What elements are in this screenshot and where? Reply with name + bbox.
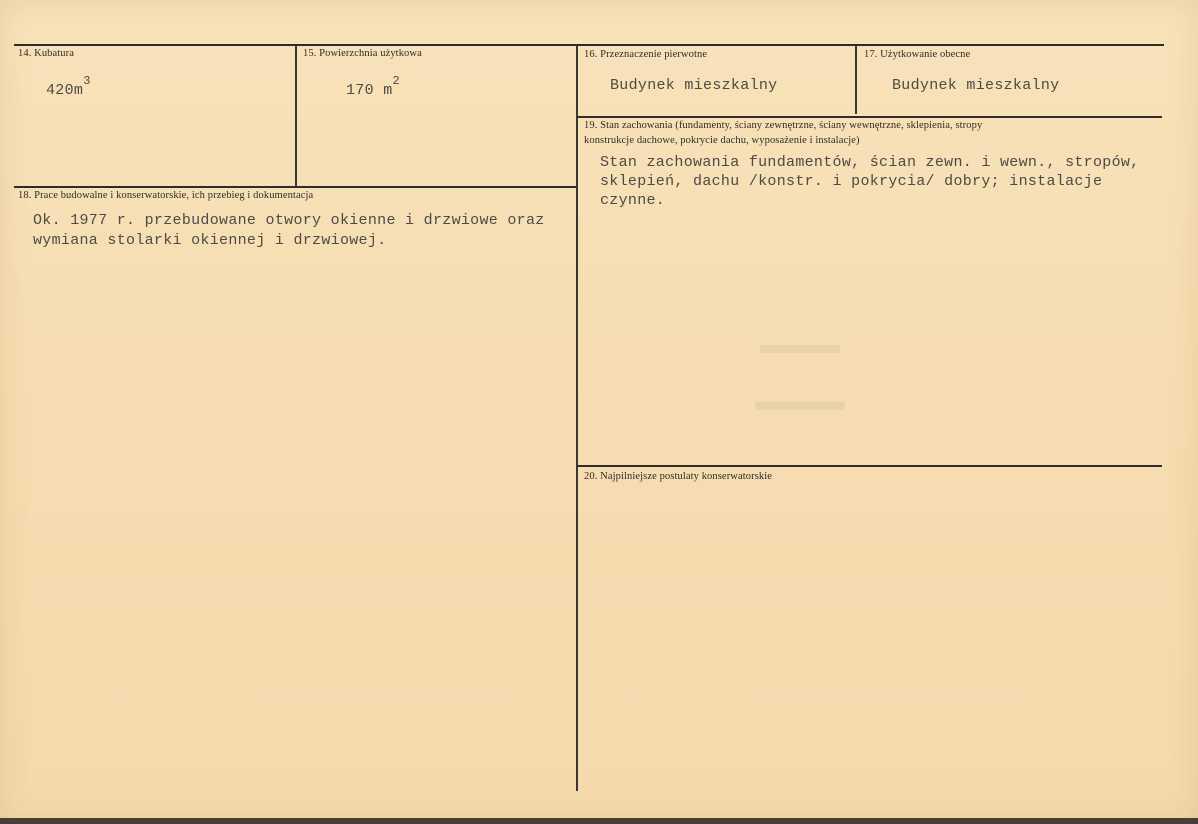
bleed-through-mark — [755, 402, 845, 410]
field-14-number: 420m — [46, 82, 84, 99]
field-14-unit-exponent: 3 — [83, 74, 91, 88]
field-15-value — [346, 74, 401, 99]
divider-16-17 — [855, 46, 857, 114]
field-20-label: 20. Najpilniejsze postulaty konserwatorskie — [584, 471, 773, 482]
rule-under-14-15 — [14, 186, 576, 188]
field-19-line-1: Stan zachowania fundamentów, ścian zewn. i wewn., stropów, — [600, 154, 1140, 171]
field-14-label: 14. Kubatura — [18, 48, 75, 59]
field-18-label: 18. Prace budowalne i konserwatorskie, ich przebieg i dokumentacja — [18, 190, 314, 201]
field-19-label-line-2: konstrukcje dachowe, pokrycie dachu, wyposażenie i instalacje) — [584, 135, 860, 146]
field-16-value: Budynek mieszkalny — [610, 77, 778, 94]
field-19-line-2: sklepień, dachu /konstr. i pokrycia/ dobry; instalacje — [600, 173, 1103, 190]
top-rule — [14, 44, 1164, 46]
field-15-number: 170 m — [346, 82, 393, 99]
field-17-label: 17. Użytkowanie obecne — [864, 49, 971, 60]
field-15-label: 15. Powierzchnia użytkowa — [303, 48, 422, 59]
field-14-value — [46, 74, 91, 99]
rule-above-20 — [578, 465, 1162, 467]
divider-left-right — [576, 46, 578, 791]
field-15-unit-exponent: 2 — [392, 74, 401, 88]
bottom-edge — [0, 818, 1198, 824]
field-18-line-1: Ok. 1977 r. przebudowane otwory okienne i drzwiowe oraz — [33, 212, 545, 229]
field-19-line-3: czynne. — [600, 192, 666, 209]
divider-14-15 — [295, 46, 297, 186]
rule-under-16-17 — [578, 116, 1162, 118]
bleed-through-mark — [760, 345, 840, 353]
field-16-label: 16. Przeznaczenie pierwotne — [584, 49, 708, 60]
field-17-value: Budynek mieszkalny — [892, 77, 1060, 94]
field-19-label-line-1: 19. Stan zachowania (fundamenty, ściany zewnętrzne, ściany wewnętrzne, sklepienia, stropy — [584, 120, 983, 131]
field-18-line-2: wymiana stolarki okiennej i drzwiowej. — [33, 232, 387, 249]
